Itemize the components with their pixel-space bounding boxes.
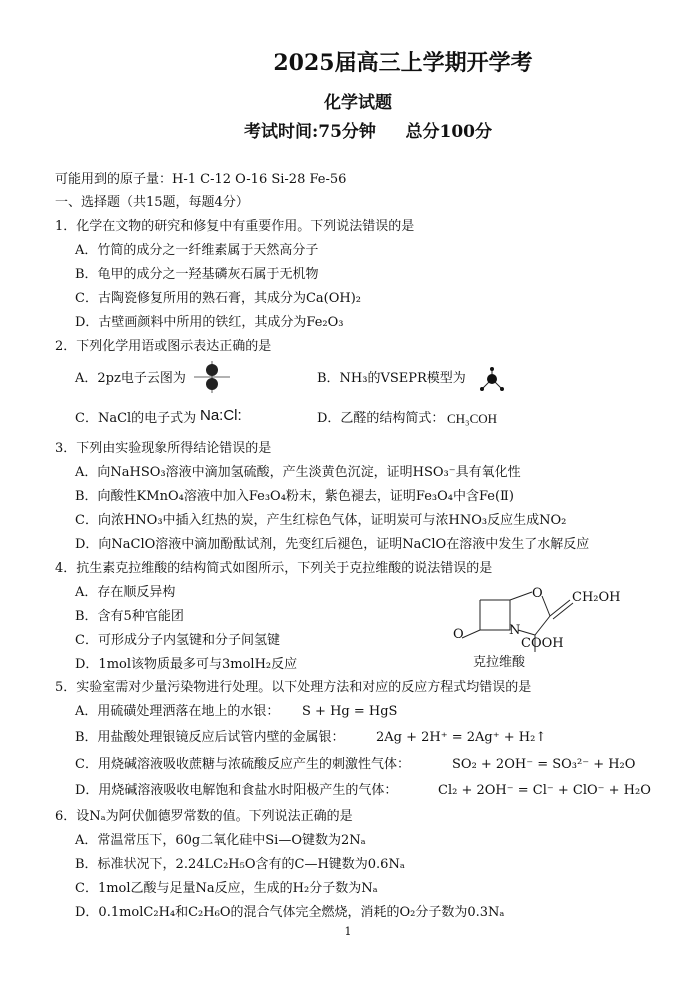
question-2-option-b: B．NH₃的VSEPR模型为: [317, 371, 466, 386]
question-2-option-d: D．乙醛的结构简式：: [317, 411, 445, 426]
structure-ch2oh: CH₂OH: [572, 590, 621, 605]
exam-title: 2025届高三上学期开学考: [273, 50, 533, 76]
acetaldehyde-formula: CH₃COH: [447, 411, 498, 426]
question-6-option-d: D．0.1molC₂H₄和C₂H₆O的混合气体完全燃烧，消耗的O₂分子数为0.3Nₐ: [75, 905, 505, 920]
nacl-electron-formula: Na:Cl:: [200, 407, 242, 424]
question-2-stem: 2．下列化学用语或图示表达正确的是: [55, 339, 272, 354]
subject-title: 化学试题: [324, 93, 392, 113]
page-number: 1: [344, 925, 352, 938]
question-2-option-c: C．NaCl的电子式为: [75, 411, 197, 426]
question-1-option-a: A．竹简的成分之一纤维素属于天然高分子: [75, 243, 319, 258]
question-1-option-b: B．龟甲的成分之一羟基磷灰石属于无机物: [75, 267, 319, 282]
question-5-equation-d: Cl₂ + 2OH⁻ = Cl⁻ + ClO⁻ + H₂O: [438, 783, 651, 798]
question-4-option-c: C．可形成分子内氢键和分子间氢键: [75, 633, 280, 648]
question-5-equation-b: 2Ag + 2H⁺ = 2Ag⁺ + H₂↑: [376, 730, 547, 745]
question-3-option-b: B．向酸性KMnO₄溶液中加入Fe₃O₄粉末，紫色褪去，证明Fe₃O₄中含Fe(Ⅱ): [75, 489, 514, 504]
question-6-stem: 6．设Nₐ为阿伏伽德罗常数的值。下列说法正确的是: [55, 809, 353, 824]
question-1-option-c: C．古陶瓷修复所用的熟石膏，其成分为Ca(OH)₂: [75, 291, 361, 306]
question-4-option-d: D．1mol该物质最多可与3molH₂反应: [75, 657, 298, 672]
question-3-option-c: C．向浓HNO₃中插入红热的炭，产生红棕色气体，证明炭可与浓HNO₃反应生成NO₂: [75, 513, 567, 528]
structure-o-carbonyl: O: [453, 627, 464, 642]
question-3-stem: 3．下列由实验现象所得结论错误的是: [55, 441, 272, 456]
question-6-option-a: A．常温常压下，60g二氧化硅中Si—O键数为2Nₐ: [75, 833, 366, 848]
question-5-option-d: D．用烧碱溶液吸收电解饱和食盐水时阳极产生的气体：: [75, 783, 398, 798]
structure-n: N: [509, 623, 521, 638]
atomic-masses: 可能用到的原子量：H-1 C-12 O-16 Si-28 Fe-56: [55, 172, 347, 187]
question-5-option-b: B．用盐酸处理银镜反应后试管内壁的金属银：: [75, 730, 345, 745]
question-3-option-d: D．向NaClO溶液中滴加酚酞试剂，先变红后褪色，证明NaClO在溶液中发生了水解反应: [75, 537, 590, 552]
question-1-option-d: D．古壁画颜料中所用的铁红，其成分为Fe₂O₃: [75, 315, 344, 330]
structure-o-ring: O: [532, 586, 543, 601]
question-6-option-b: B．标准状况下，2.24LC₂H₅O含有的C—H键数为0.6Nₐ: [75, 857, 405, 872]
question-4-option-b: B．含有5种官能团: [75, 609, 184, 624]
question-3-option-a: A．向NaHSO₃溶液中滴加氢硫酸，产生淡黄色沉淀，证明HSO₃⁻具有氧化性: [75, 465, 521, 480]
question-1-stem: 1．化学在文物的研究和修复中有重要作用。下列说法错误的是: [55, 219, 415, 234]
question-5-stem: 5．实验室需对少量污染物进行处理。以下处理方法和对应的反应方程式均错误的是: [55, 680, 532, 695]
question-5-option-a: A．用硫磺处理洒落在地上的水银：: [75, 704, 280, 719]
vsepr-model-diagram: [478, 366, 506, 394]
question-6-option-c: C．1mol乙酸与足量Na反应，生成的H₂分子数为Nₐ: [75, 881, 378, 896]
question-2-option-a: A．2pz电子云图为: [75, 371, 186, 386]
section-heading: 一、选择题（共15题，每题4分）: [55, 195, 249, 210]
structure-cooh: COOH: [521, 636, 564, 651]
structure-caption: 克拉维酸: [473, 655, 526, 670]
2pz-orbital-diagram: [192, 360, 232, 394]
question-5-equation-a: S + Hg = HgS: [302, 704, 398, 719]
question-5-equation-c: SO₂ + 2OH⁻ = SO₃²⁻ + H₂O: [452, 757, 636, 772]
time-info: 考试时间:75分钟 总分100分: [243, 122, 492, 142]
question-4-option-a: A．存在顺反异构: [75, 585, 176, 600]
question-4-stem: 4．抗生素克拉维酸的结构简式如图所示，下列关于克拉维酸的说法错误的是: [55, 561, 493, 576]
question-5-option-c: C．用烧碱溶液吸收蔗糖与浓硫酸反应产生的刺激性气体：: [75, 757, 410, 772]
